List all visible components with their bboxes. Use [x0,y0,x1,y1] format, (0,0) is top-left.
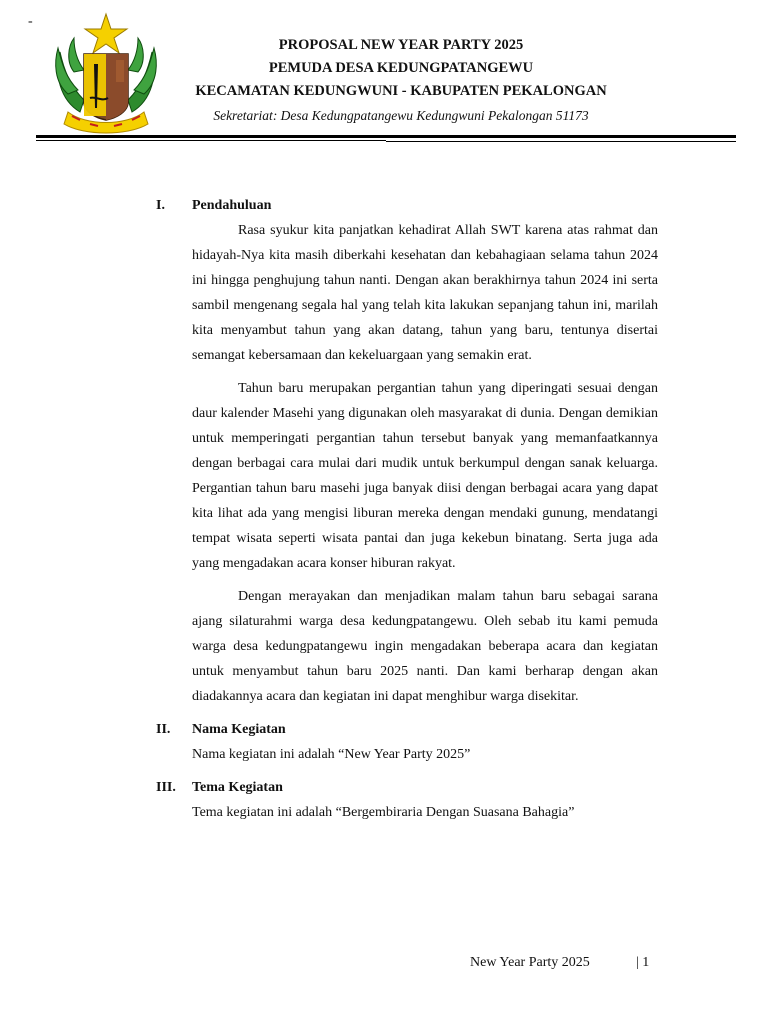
letterhead [170,34,632,128]
section-heading: Pendahuluan [192,198,272,213]
section-pendahuluan [156,193,658,709]
letterhead-title: PROPOSAL NEW YEAR PARTY 2025 [278,37,524,53]
letterhead-address: Sekretariat: Desa Kedungpatangewu Kedungwuni Pekalongan 51173 [213,108,589,123]
body-paragraph: Tahun baru merupakan pergantian tahun yang diperingati sesuai dengan daur kalender Masehi yang digunakan oleh masyarakat di dunia. Dengan demikian untuk memperingati pergantian tahun tersebut banyak yang memanfaatkannya dengan berbagai cara mulai dari mudik untuk berkumpul dengan sanak keluarga. Pergantian tahun baru masehi juga banyak diisi dengan berbagai acara yang dapat kita lihat ada yang mengisi liburan mereka dengan mendaki gunung, mendatangi tempat wisata seperti wisata pantai dan juga kekebun binatang. Serta juga ada yang mengadakan acara konser hiburan rakyat. [192,381,658,571]
section-number: II. [156,722,171,737]
header-mark: - [28,14,33,29]
section-text: Tema kegiatan ini adalah “Bergembiraria Dengan Suasana Bahagia” [192,805,575,820]
star-shape [85,14,127,53]
section-nama-kegiatan [156,717,658,767]
document-body [156,193,658,825]
pekalongan-regency-emblem-icon [50,12,162,136]
section-heading: Nama Kegiatan [192,722,286,737]
section-heading: Tema Kegiatan [192,780,283,795]
left-wing-leaves [56,38,84,112]
section-text: Nama kegiatan ini adalah “New Year Party 2025” [192,747,471,762]
letterhead-region: KECAMATAN KEDUNGWUNI - KABUPATEN PEKALONGAN [195,83,607,99]
right-wing-leaves [128,38,156,112]
header-divider-thick [36,135,736,138]
section-number: III. [156,780,176,795]
footer-title: New Year Party 2025 [470,955,590,970]
section-tema-kegiatan [156,775,658,825]
page-footer [470,955,650,971]
body-paragraph: Rasa syukur kita panjatkan kehadirat Allah SWT karena atas rahmat dan hidayah-Nya kita masih diberkahi kesehatan dan kebahagiaan selama tahun 2024 ini hingga penghujung tahun nanti. Dengan akan berakhirnya tahun 2024 ini serta sambil mengenang segala hal yang telah kita lakukan sepanjang tahun ini, marilah kita menyambut tahun yang akan datang, tahun yang baru, tentunya disertai semangat kebersamaan dan kekeluargaan yang semakin erat. [192,223,658,363]
header-divider-thin [386,141,736,142]
body-paragraph: Dengan merayakan dan menjadikan malam tahun baru sebagai sarana ajang silaturahmi warga desa kedungpatangewu. Oleh sebab itu kami pemuda warga desa kedungpatangewu ingin mengadakan beberapa acara dan kegiatan untuk menyambut tahun baru 2025 nanti. Dan kami berharap dengan akan diadakannya acara dan kegiatan ini dapat menghibur warga disekitar. [192,589,658,704]
header-divider-thin [36,140,386,141]
page-number: | 1 [636,955,650,970]
letterhead-organization: PEMUDA DESA KEDUNGPATANGEWU [268,60,534,76]
section-number: I. [156,198,165,213]
